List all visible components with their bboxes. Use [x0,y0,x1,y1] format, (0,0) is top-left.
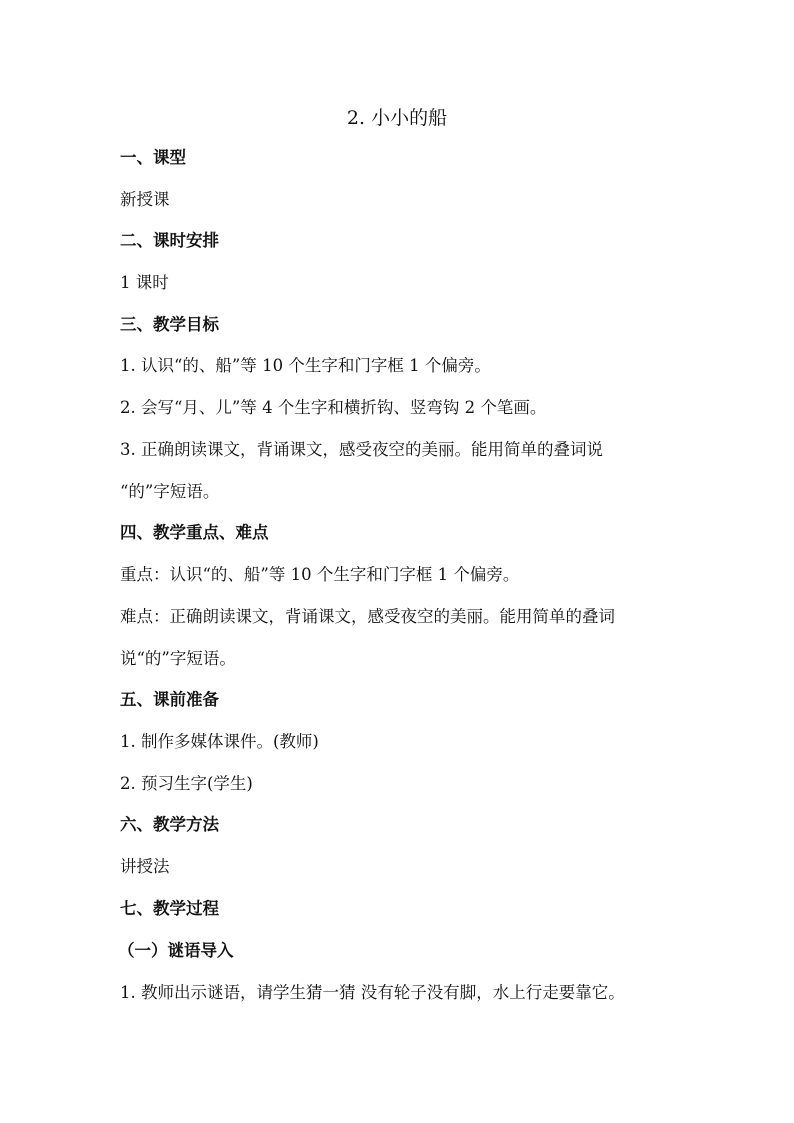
objective-item: 1. 认识“的、船”等 10 个生字和门字框 1 个偏旁。 [120,356,491,375]
difficulty-line: 难点：正确朗读课文，背诵课文，感受夜空的美丽。能用简单的叠词 [120,607,615,626]
process-item: 1. 教师出示谜语，请学生猜一猜 没有轮子没有脚，水上行走要靠它。 [120,983,625,1002]
section-heading-objectives: 三、教学目标 [120,315,219,334]
objective-item: 2. 会写“月、儿”等 4 个生字和横折钩、竖弯钩 2 个笔画。 [120,398,547,417]
difficulty-line-continuation: 说“的”字短语。 [120,649,236,668]
preparation-item: 2. 预习生字(学生) [120,774,253,793]
objective-item: 3. 正确朗读课文，背诵课文，感受夜空的美丽。能用简单的叠词说 [120,440,603,459]
key-point-line: 重点：认识“的、船”等 10 个生字和门字框 1 个偏旁。 [120,565,520,584]
section-heading-process: 七、教学过程 [120,899,219,918]
objective-item-continuation: “的”字短语。 [120,482,220,501]
methods-text: 讲授法 [120,857,170,876]
section-heading-methods: 六、教学方法 [120,815,219,834]
preparation-item: 1. 制作多媒体课件。(教师) [120,732,319,751]
section-heading-lesson-type: 一、课型 [120,148,186,167]
document-title: 2. 小小的船 [346,107,448,129]
process-subheading: （一）谜语导入 [118,941,234,960]
lesson-type-text: 新授课 [120,190,170,209]
schedule-text: 1 课时 [120,273,169,292]
section-heading-key-points: 四、教学重点、难点 [120,523,269,542]
section-heading-preparation: 五、课前准备 [120,690,219,709]
section-heading-schedule: 二、课时安排 [120,231,219,250]
